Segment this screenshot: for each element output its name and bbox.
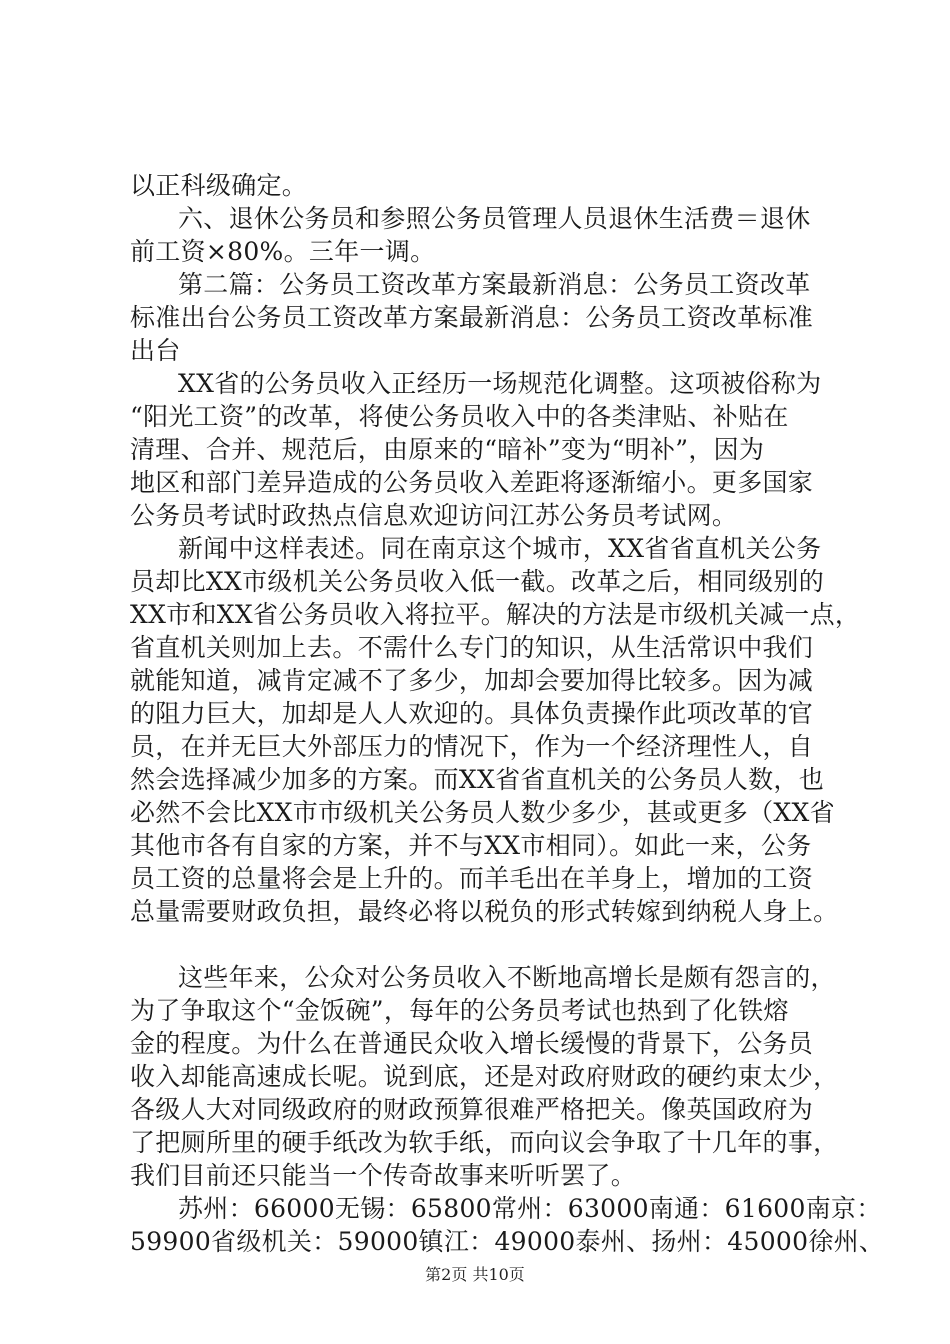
text-line: 各级人大对同级政府的财政预算很难严格把关。像英国政府为 [130, 1095, 814, 1124]
text-line: 清理、合并、规范后，由原来的“暗补”变为“明补”，因为 [130, 435, 765, 464]
text-line: 地区和部门差异造成的公务员收入差距将逐渐缩小。更多国家 [130, 468, 814, 497]
text-line: 公务员考试时政热点信息欢迎访问江苏公务员考试网。 [130, 501, 738, 530]
text-line: 新闻中这样表述。同在南京这个城市，XX省省直机关公务 [178, 534, 822, 563]
page-number-footer: 第2页 共10页 [425, 1265, 525, 1284]
text-line: 就能知道，减肯定减不了多少，加却会要加得比较多。因为减 [130, 666, 814, 695]
text-line: 收入却能高速成长呢。说到底，还是对政府财政的硬约束太少， [130, 1062, 839, 1091]
text-line: 了把厕所里的硬手纸改为软手纸，而向议会争取了十几年的事， [130, 1128, 839, 1157]
text-line: 必然不会比XX市市级机关公务员人数少多少，甚或更多（XX省 [130, 798, 835, 827]
text-line: XX省的公务员收入正经历一场规范化调整。这项被俗称为 [178, 369, 822, 398]
text-line: 的阻力巨大，加却是人人欢迎的。具体负责操作此项改革的官 [130, 699, 814, 728]
text-line: “阳光工资”的改革，将使公务员收入中的各类津贴、补贴在 [130, 402, 789, 431]
section-heading: 第二篇：公务员工资改革方案最新消息：公务员工资改革 [178, 270, 811, 299]
text-line: 员却比XX市级机关公务员收入低一截。改革之后，相同级别的 [130, 567, 824, 596]
text-line: XX市和XX省公务员收入将拉平。解决的方法是市级机关减一点， [130, 600, 861, 629]
text-line: 59900省级机关：59000镇江：49000泰州、扬州：45000徐州、 [130, 1227, 885, 1256]
text-line: 前工资×80%。三年一调。 [130, 237, 436, 266]
text-line: 金的程度。为什么在普通民众收入增长缓慢的背景下，公务员 [130, 1029, 814, 1058]
text-line: 员工资的总量将会是上升的。而羊毛出在羊身上，增加的工资 [130, 864, 814, 893]
text-line: 其他市各有自家的方案，并不与XX市相同）。如此一来，公务 [130, 831, 812, 860]
text-line: 总量需要财政负担，最终必将以税负的形式转嫁到纳税人身上。 [130, 897, 839, 926]
text-line: 这些年来，公众对公务员收入不断地高增长是颇有怨言的， [178, 963, 836, 992]
text-line: 为了争取这个“金饭碗”，每年的公务员考试也热到了化铁熔 [130, 996, 789, 1025]
text-line: 员，在并无巨大外部压力的情况下，作为一个经济理性人，自 [130, 732, 814, 761]
text-line: 六、退休公务员和参照公务员管理人员退休生活费＝退休 [178, 204, 811, 233]
text-line: 苏州：66000无锡：65800常州：63000南通：61600南京： [178, 1194, 882, 1223]
section-heading: 标准出台公务员工资改革方案最新消息：公务员工资改革标准 [130, 303, 814, 332]
text-line: 省直机关则加上去。不需什么专门的知识，从生活常识中我们 [130, 633, 814, 662]
section-heading: 出台 [130, 336, 181, 365]
text-line: 以正科级确定。 [130, 171, 308, 200]
text-line: 我们目前还只能当一个传奇故事来听听罢了。 [130, 1161, 637, 1190]
text-line: 然会选择减少加多的方案。而XX省省直机关的公务员人数，也 [130, 765, 824, 794]
